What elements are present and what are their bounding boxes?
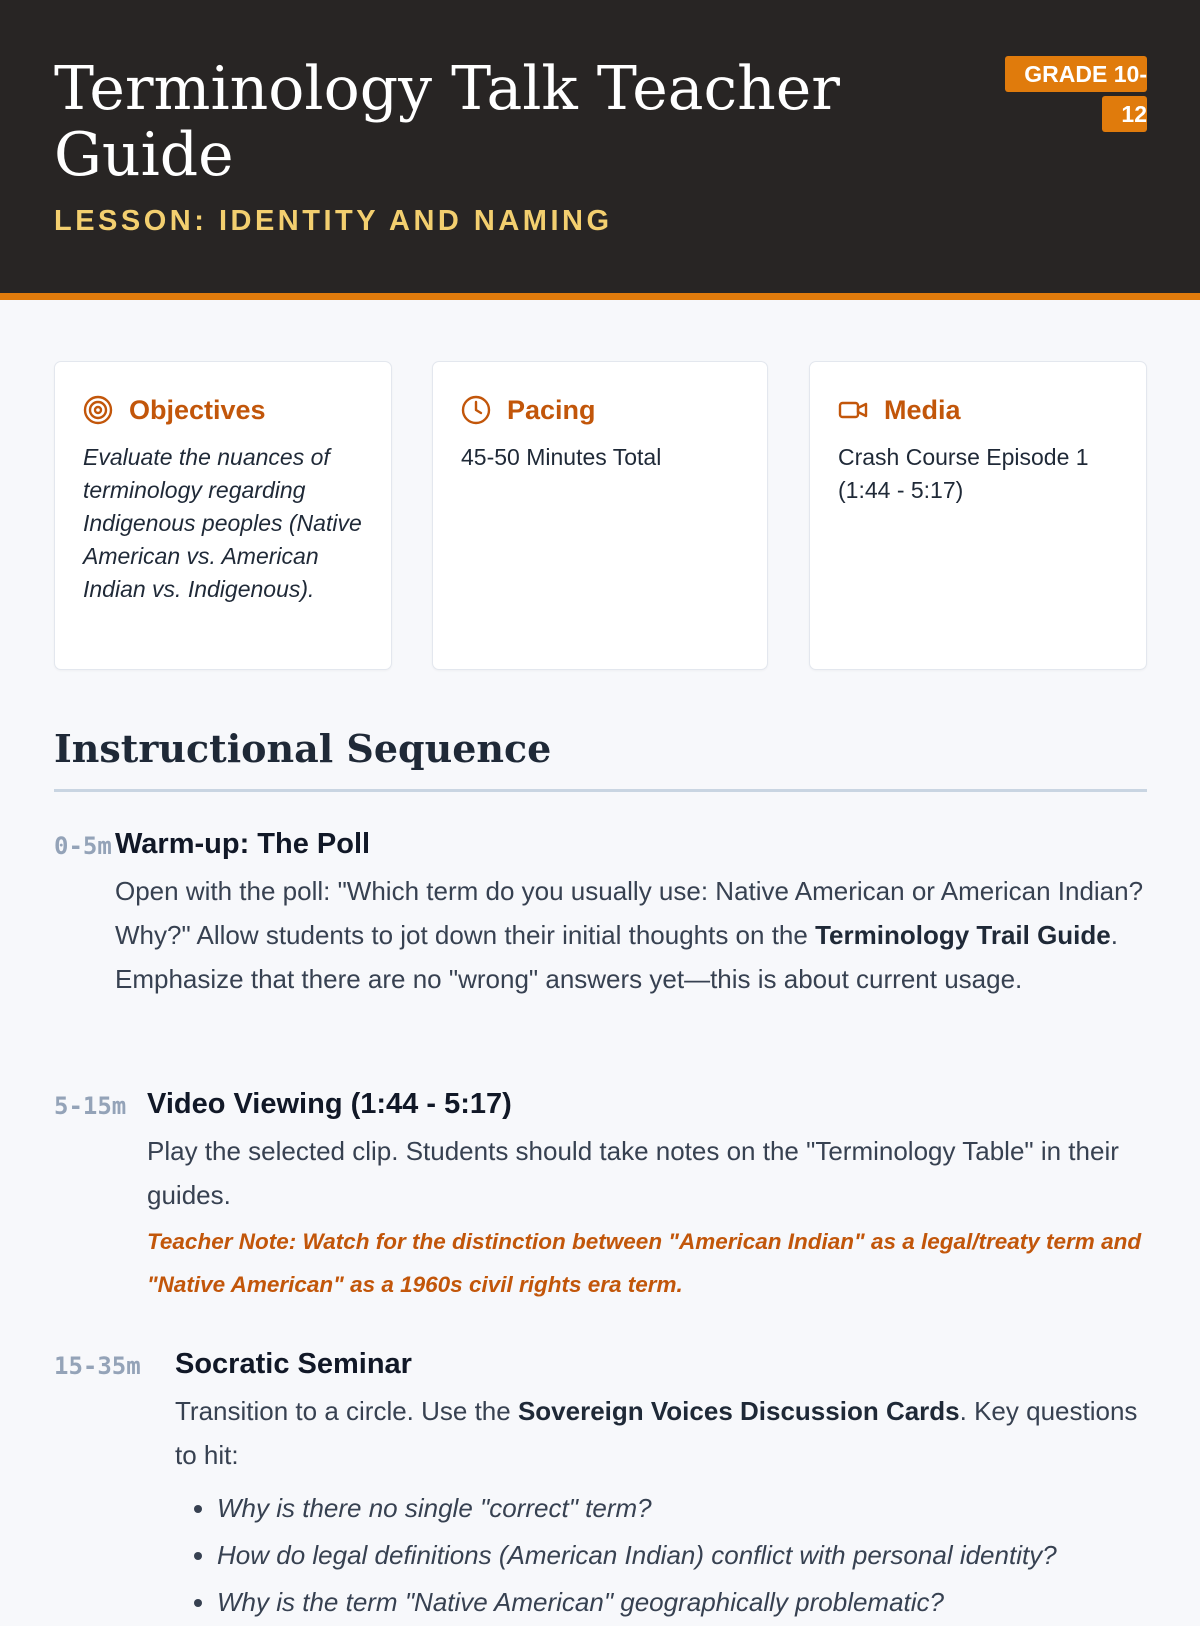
step-content (147, 1086, 1147, 1306)
pacing-card (432, 361, 768, 670)
sequence-step-video (54, 1086, 1147, 1306)
step-content (175, 1346, 1147, 1626)
step-text-part: . Key questions to hit: (175, 1396, 1138, 1470)
step-text-part: . Emphasize that there are no "wrong" answers yet—this is about current usage. (115, 920, 1118, 994)
step-text: Play the selected clip. Students should take notes on the "Terminology Table" in their guides. (147, 1136, 1119, 1210)
objectives-card-header (83, 392, 363, 428)
step-text-part: Open with the poll: "Which term do you usually use: Native American or American Indian? Why?" Allow students to jot down their initial thoughts on the (115, 876, 1144, 950)
list-item: • Why is the term "Native American" geographically problematic? (217, 1579, 1147, 1626)
clock-icon (461, 395, 491, 425)
step-time: 15-35m (54, 1352, 141, 1380)
step-text-resource: Terminology Trail Guide (815, 920, 1111, 950)
step-text-resource: Sovereign Voices Discussion Cards (517, 1396, 960, 1426)
lesson-subtitle: LESSON: IDENTITY AND NAMING (54, 205, 613, 237)
page-title: Terminology Talk Teacher Guide (54, 54, 840, 190)
section-divider (54, 789, 1147, 792)
grade-badge (1004, 54, 1147, 134)
teacher-note: Teacher Note: Watch for the distinction between "American Indian" as a legal/treaty term and "Native American" as a 1960s civil rights era term. (147, 1229, 1142, 1297)
media-card-header (838, 392, 1118, 428)
pacing-card-text: 45-50 Minutes Total (461, 444, 662, 470)
section-title: Instructional Sequence (54, 726, 552, 771)
video-camera-icon (838, 395, 868, 425)
objectives-card-text: Evaluate the nuances of terminology regarding Indigenous peoples (Native American vs. American Indian vs. Indigenous). (83, 444, 362, 602)
objectives-card-title: Objectives (129, 394, 266, 425)
discussion-questions (175, 1485, 1147, 1626)
target-icon (83, 395, 113, 425)
media-card-text: Crash Course Episode 1 (1:44 - 5:17) (838, 444, 1089, 503)
media-card (809, 361, 1147, 670)
sequence-step-warmup (54, 826, 1147, 1001)
list-item: • Why is there no single "correct" term? (217, 1485, 1147, 1532)
step-text-part: Transition to a circle. Use the (175, 1396, 518, 1426)
step-time: 5-15m (54, 1092, 127, 1120)
step-text (115, 869, 1147, 1001)
pacing-card-header (461, 392, 739, 428)
step-time: 0-5m (54, 832, 112, 860)
pacing-card-title: Pacing (507, 394, 596, 425)
sequence-step-seminar (54, 1346, 1147, 1626)
list-item: • How do legal definitions (American Indian) conflict with personal identity? (217, 1532, 1147, 1579)
step-text (175, 1389, 1147, 1477)
media-card-title: Media (884, 394, 961, 425)
step-title: Video Viewing (1:44 - 5:17) (147, 1088, 512, 1120)
objectives-card (54, 361, 392, 670)
step-title: Warm-up: The Poll (115, 828, 371, 860)
grade-badge-label: GRADE 10-12 (1005, 56, 1147, 132)
step-title: Socratic Seminar (175, 1348, 412, 1380)
page-header (0, 0, 1200, 300)
step-content (115, 826, 1147, 1001)
